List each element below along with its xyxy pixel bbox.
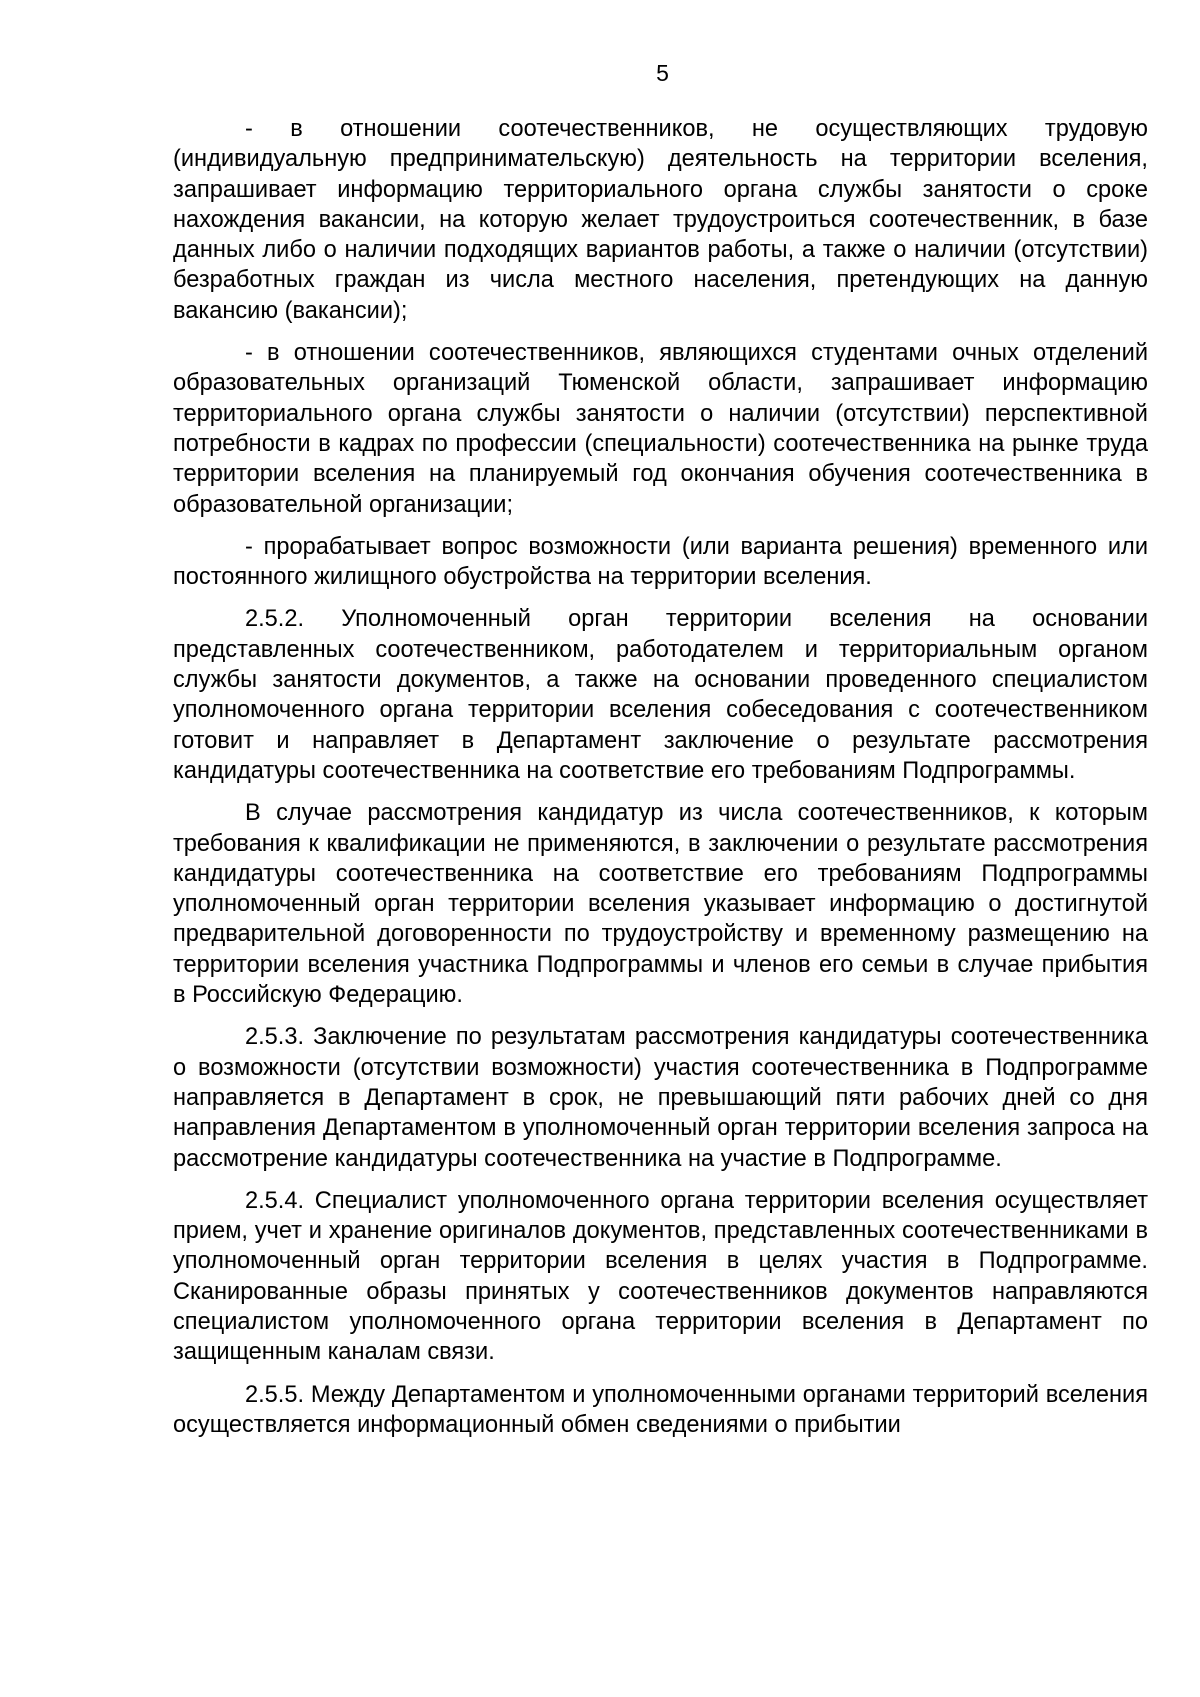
paragraph-2-5-2: 2.5.2. Уполномоченный орган территории вселения на основании представленных соотечественником, работодателем и территориальным органом службы занятости документов, а также на основании проведенного специалистом уполномоченного органа территории вселения собеседования с соотечественником готовит и направляет в Департамент заключение о результате рассмотрения кандидатуры соотечественника на соответствие его требованиям Подпрограммы.	[173, 606, 1148, 784]
paragraph-qualification-exempt: В случае рассмотрения кандидатур из числа соотечественников, к которым требования к квалификации не применяются, в заключении о результате рассмотрения кандидатуры соотечественника на соответствие его требованиям Подпрограммы уполномоченный орган территории вселения указывает информацию о достигнутой предварительной договоренности по трудоустройству и временному размещению на территории вселения участника Подпрограммы и членов его семьи в случае прибытия в Российскую Федерацию.	[173, 800, 1148, 1009]
paragraph-2-5-5: 2.5.5. Между Департаментом и уполномоченными органами территорий вселения осуществляется информационный обмен сведениями о прибытии	[173, 1381, 1148, 1438]
paragraph-students-request: - в отношении соотечественников, являющихся студентами очных отделений образовательных организаций Тюменской области, запрашивает информацию территориального органа службы занятости о наличии (отсутствии) перспективной потребности в кадрах по профессии (специальности) соотечественника на рынке труда территории вселения на планируемый год окончания обучения соотечественника в образовательной организации;	[173, 340, 1148, 518]
page-number: 5	[656, 60, 669, 86]
paragraph-2-5-3: 2.5.3. Заключение по результатам рассмотрения кандидатуры соотечественника о возможности (отсутствии возможности) участия соотечественника в Подпрограмме направляется в Департамент в срок, не превышающий пяти рабочих дней со дня направления Департаментом в уполномоченный орган территории вселения запроса на рассмотрение кандидатуры соотечественника на участие в Подпрограмме.	[173, 1024, 1148, 1172]
paragraph-2-5-4: 2.5.4. Специалист уполномоченного органа территории вселения осуществляет прием, учет и хранение оригиналов документов, представленных соотечественниками в уполномоченный орган территории вселения в целях участия в Подпрограмме. Сканированные образы принятых у соотечественников документов направляются специалистом уполномоченного органа территории вселения в Департамент по защищенным каналам связи.	[173, 1187, 1148, 1366]
paragraph-housing: - прорабатывает вопрос возможности (или варианта решения) временного или постоянного жилищного обустройства на территории вселения.	[173, 533, 1148, 591]
document-body	[173, 114, 1148, 1452]
paragraph-nonentrepreneur-request: - в отношении соотечественников, не осуществляющих трудовую (индивидуальную предпринимательскую) деятельность на территории вселения, запрашивает информацию территориального органа службы занятости о сроке нахождения вакансии, на которую желает трудоустроиться соотечественник, в базе данных либо о наличии подходящих вариантов работы, а также о наличии (отсутствии) безработных граждан из числа местного населения, претендующих на данную вакансию (вакансии);	[173, 116, 1148, 324]
